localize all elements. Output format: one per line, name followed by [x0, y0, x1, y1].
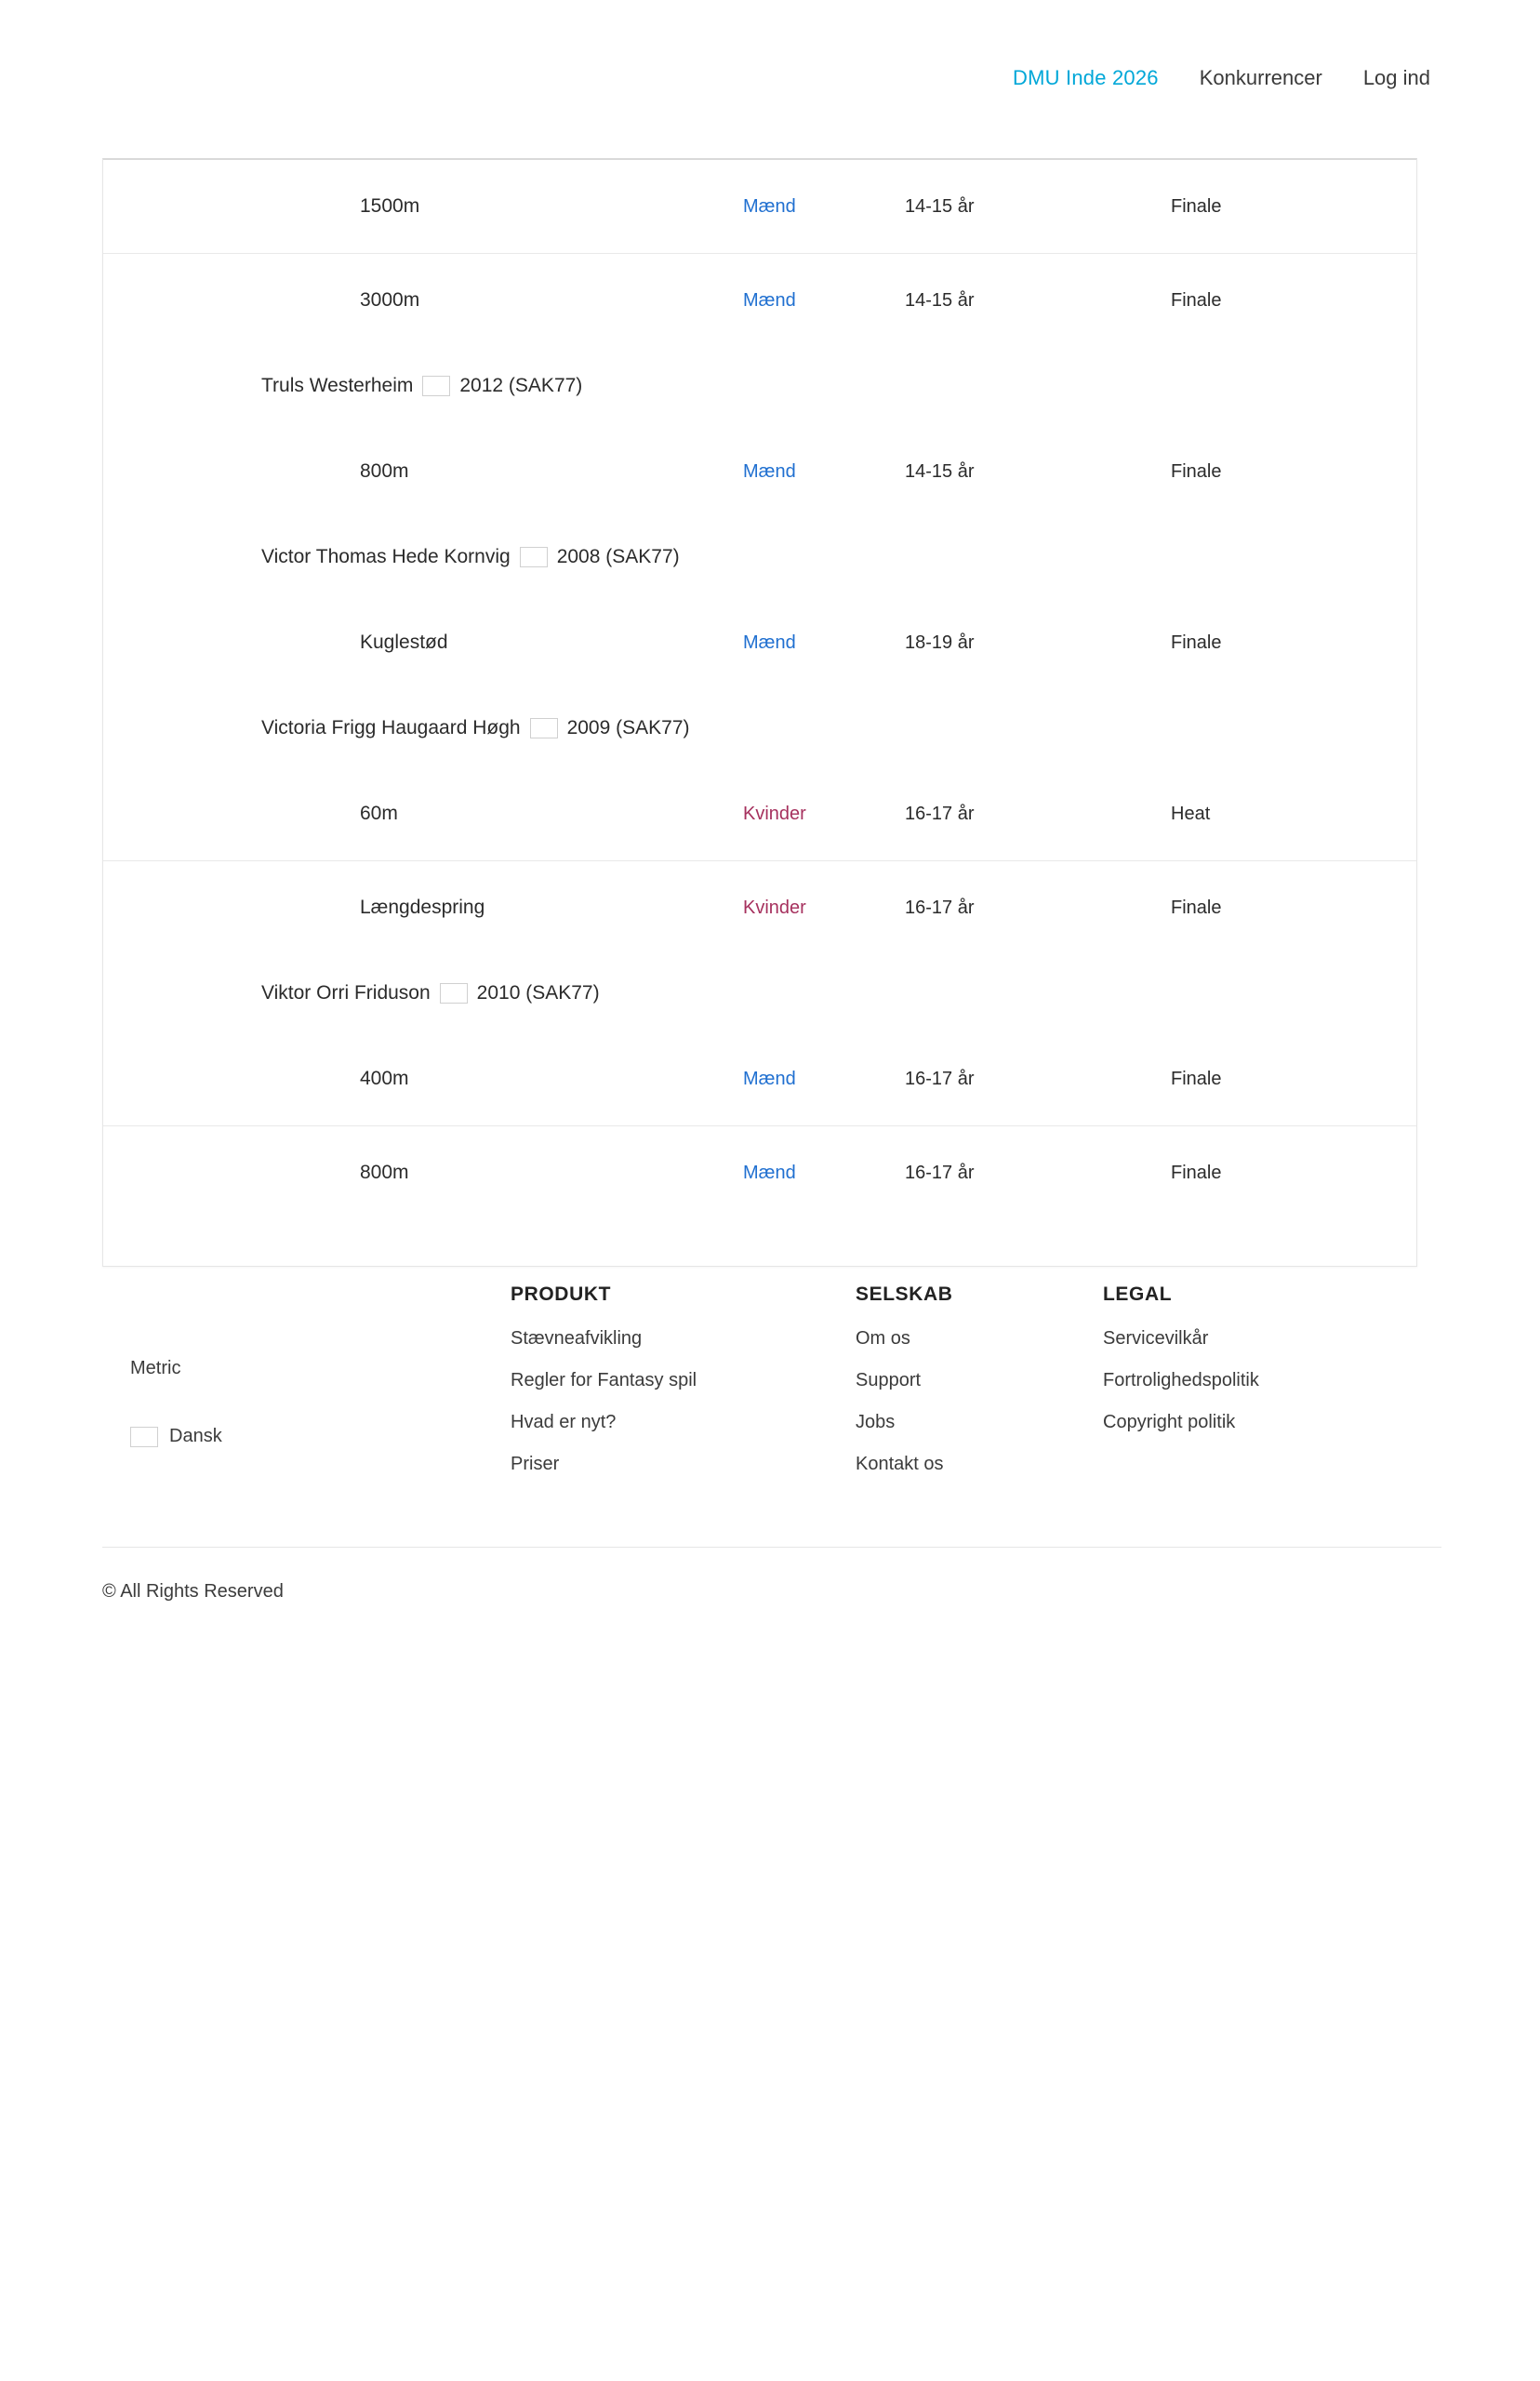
nav-link-konkurrencer[interactable]: Konkurrencer	[1199, 66, 1322, 89]
event-age-group: 16-17 år	[905, 1068, 975, 1089]
table-row[interactable]	[103, 596, 1416, 689]
footer-link-hvad-er-nyt[interactable]: Hvad er nyt?	[511, 1412, 617, 1432]
event-gender[interactable]: Mænd	[743, 460, 796, 482]
event-round: Finale	[1171, 1162, 1222, 1183]
results-card	[102, 158, 1417, 1267]
athlete-name: Victor Thomas Hede Kornvig	[261, 546, 511, 567]
footer-link-priser[interactable]: Priser	[511, 1454, 560, 1474]
flag-icon	[530, 718, 558, 738]
event-age-group: 14-15 år	[905, 460, 975, 482]
athlete-birthyear-club: 2012 (SAK77)	[459, 375, 583, 396]
nav-link-log-ind[interactable]: Log ind	[1362, 66, 1430, 89]
footer-link-servicevilkaar[interactable]: Servicevilkår	[1103, 1328, 1209, 1349]
athlete-name: Truls Westerheim	[261, 375, 414, 396]
event-name: 60m	[360, 803, 398, 824]
event-age-group: 16-17 år	[905, 1162, 975, 1183]
event-gender[interactable]: Mænd	[743, 289, 796, 311]
unit-system-selector[interactable]: Metric	[130, 1358, 181, 1378]
event-name: 400m	[360, 1068, 409, 1089]
flag-icon	[130, 1427, 158, 1447]
nav-brand-dmu-inde-2026[interactable]: DMU Inde 2026	[1013, 66, 1159, 89]
athlete-header[interactable]	[103, 954, 1416, 1032]
table-row[interactable]	[103, 861, 1416, 954]
event-age-group: 18-19 år	[905, 632, 975, 653]
footer-column-title: LEGAL	[1103, 1284, 1173, 1305]
footer-column-title: PRODUKT	[511, 1284, 612, 1305]
event-gender[interactable]: Mænd	[743, 632, 796, 653]
athlete-birthyear-club: 2008 (SAK77)	[556, 546, 680, 567]
footer-link-kontakt-os[interactable]: Kontakt os	[856, 1454, 944, 1474]
event-age-group: 16-17 år	[905, 803, 975, 824]
event-round: Finale	[1171, 289, 1222, 311]
flag-icon	[440, 983, 468, 1004]
footer-link-staevneafvikling[interactable]: Stævneafvikling	[511, 1328, 643, 1349]
event-gender[interactable]: Mænd	[743, 195, 796, 217]
site-footer	[0, 1256, 1540, 1535]
copyright-text: © All Rights Reserved	[102, 1581, 284, 1602]
flag-icon	[520, 547, 548, 567]
footer-content	[0, 1256, 1540, 1535]
footer-column-title: SELSKAB	[856, 1284, 953, 1305]
event-round: Finale	[1171, 897, 1222, 918]
footer-link-om-os[interactable]: Om os	[856, 1328, 910, 1349]
event-name: Længdespring	[360, 897, 485, 918]
athlete-header[interactable]	[103, 347, 1416, 425]
athlete-header[interactable]	[103, 518, 1416, 596]
flag-icon	[422, 376, 450, 396]
footer-column-selskab	[856, 1284, 953, 1496]
event-age-group: 14-15 år	[905, 289, 975, 311]
athlete-header[interactable]	[103, 689, 1416, 767]
event-round: Finale	[1171, 632, 1222, 653]
footer-link-fortrolighedspolitik[interactable]: Fortrolighedspolitik	[1103, 1370, 1259, 1390]
event-round: Finale	[1171, 460, 1222, 482]
event-gender[interactable]: Mænd	[743, 1162, 796, 1183]
event-name: 1500m	[360, 195, 420, 217]
event-name: 800m	[360, 1162, 409, 1183]
event-name: 3000m	[360, 289, 420, 311]
table-row[interactable]	[103, 1126, 1416, 1219]
language-label: Dansk	[169, 1426, 222, 1446]
footer-link-copyright-politik[interactable]: Copyright politik	[1103, 1412, 1236, 1432]
event-round: Finale	[1171, 1068, 1222, 1089]
footer-settings	[130, 1358, 222, 1447]
table-row[interactable]	[103, 767, 1416, 861]
event-round: Heat	[1171, 803, 1211, 824]
event-age-group: 14-15 år	[905, 195, 975, 217]
footer-link-support[interactable]: Support	[856, 1370, 922, 1390]
table-row[interactable]	[103, 425, 1416, 518]
table-row[interactable]	[103, 160, 1416, 254]
footer-divider	[102, 1547, 1441, 1548]
event-round: Finale	[1171, 195, 1222, 217]
event-name: Kuglestød	[360, 632, 448, 653]
language-selector[interactable]	[130, 1426, 222, 1447]
event-name: 800m	[360, 460, 409, 482]
event-gender[interactable]: Mænd	[743, 1068, 796, 1089]
athlete-name: Viktor Orri Friduson	[261, 982, 431, 1004]
footer-link-jobs[interactable]: Jobs	[856, 1412, 896, 1432]
table-row[interactable]	[103, 254, 1416, 347]
event-gender[interactable]: Kvinder	[743, 897, 806, 918]
top-navigation	[0, 0, 1540, 156]
footer-column-legal	[1103, 1284, 1259, 1454]
athlete-name: Victoria Frigg Haugaard Høgh	[261, 717, 521, 738]
nav-items	[1013, 66, 1430, 90]
footer-link-regler-fantasy[interactable]: Regler for Fantasy spil	[511, 1370, 697, 1390]
athlete-birthyear-club: 2009 (SAK77)	[566, 717, 690, 738]
event-age-group: 16-17 år	[905, 897, 975, 918]
event-gender[interactable]: Kvinder	[743, 803, 806, 824]
table-row[interactable]	[103, 1032, 1416, 1126]
footer-column-produkt	[511, 1284, 697, 1496]
athlete-birthyear-club: 2010 (SAK77)	[476, 982, 600, 1004]
